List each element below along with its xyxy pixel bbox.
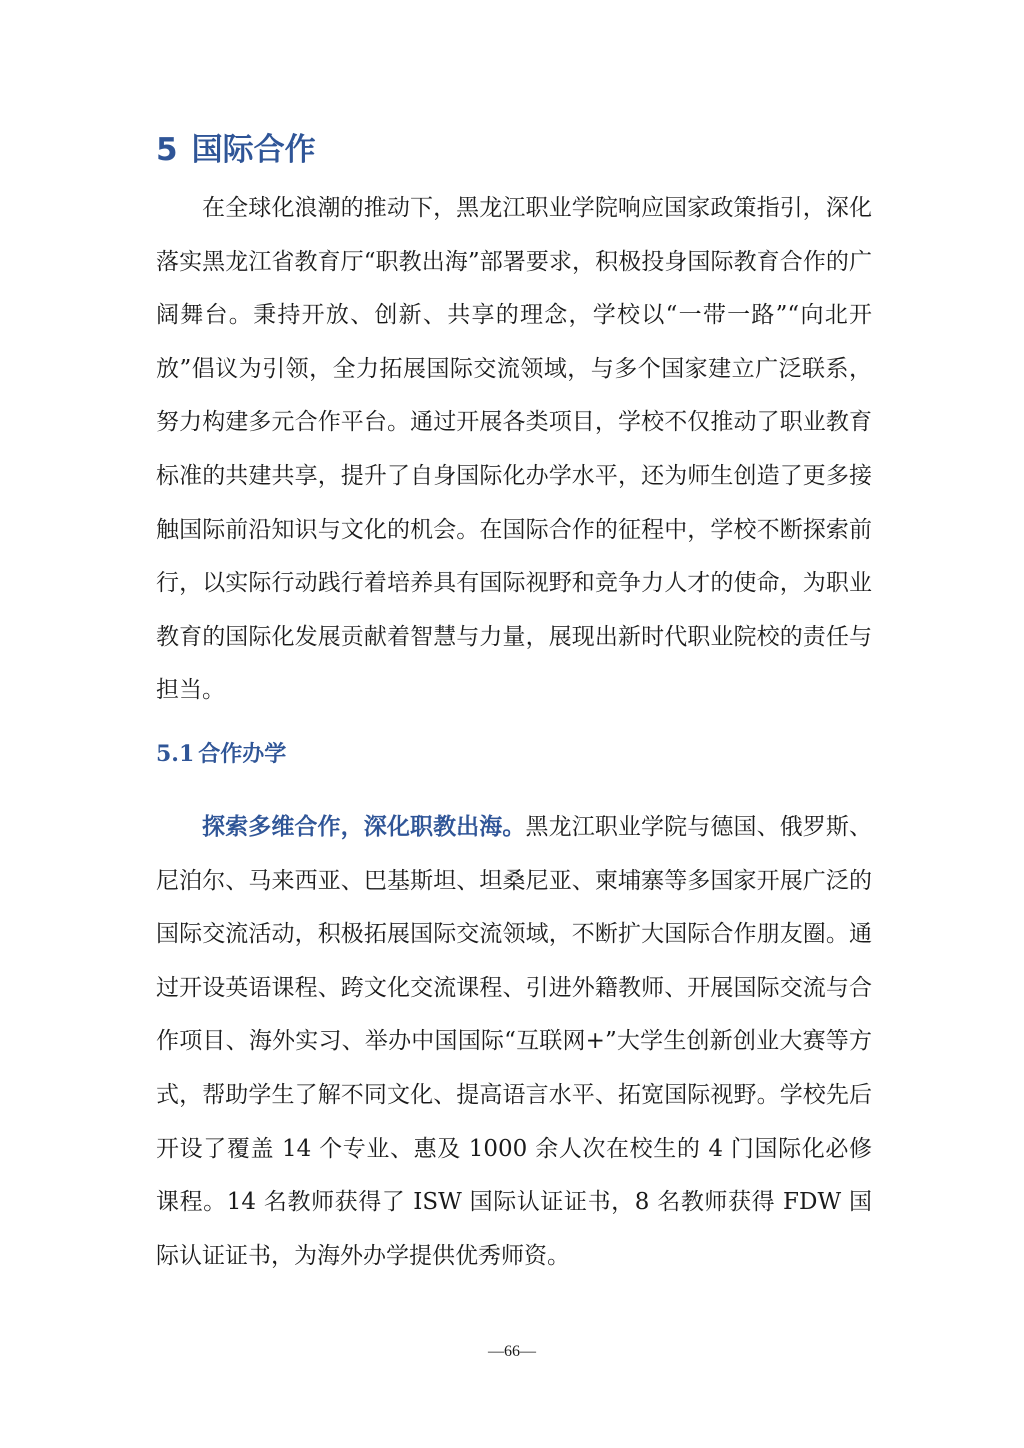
subsection-body-paragraph bbox=[156, 801, 872, 1283]
subsection-number: 5.1 bbox=[156, 741, 195, 767]
section-title: 国际合作 bbox=[191, 132, 316, 168]
page-number: —66— bbox=[488, 1343, 536, 1360]
section-intro-paragraph: 在全球化浪潮的推动下，黑龙江职业学院响应国家政策指引，深化落实黑龙江省教育厅“职教出海”部署要求，积极投身国际教育合作的广阔舞台。秉持开放、创新、共享的理念，学校以“一带一路”“向北开放”倡议为引领，全力拓展国际交流领域，与多个国家建立广泛联系，努力构建多元合作平台。通过开展各类项目，学校不仅推动了职业教育标准的共建共享，提升了自身国际化办学水平，还为师生创造了更多接触国际前沿知识与文化的机会。在国际合作的征程中，学校不断探索前行，以实际行动践行着培养具有国际视野和竞争力人才的使命，为职业教育的国际化发展贡献着智慧与力量，展现出新时代职业院校的责任与担当。 bbox=[156, 195, 872, 704]
subsection-title: 合作办学 bbox=[198, 742, 287, 767]
subsection-lead-sentence: 探索多维合作，深化职教出海。 bbox=[202, 814, 526, 840]
subsection-heading bbox=[156, 734, 286, 775]
section-number: 5 bbox=[156, 132, 178, 168]
section-heading bbox=[156, 128, 316, 172]
subsection-body-text: 黑龙江职业学院与德国、俄罗斯、尼泊尔、马来西亚、巴基斯坦、坦桑尼亚、柬埔寨等多国家开展广泛的国际交流活动，积极拓展国际交流领域，不断扩大国际合作朋友圈。通过开设英语课程、跨文化交流课程、引进外籍教师、开展国际交流与合作项目、海外实习、举办中国国际“互联网+”大学生创新创业大赛等方式，帮助学生了解不同文化、提高语言水平、拓宽国际视野。学校先后开设了覆盖 14 个专业、惠及 1000 余人次在校生的 4 门国际化必修课程。14 名教师获得了 ISW 国际认证证书，8 名教师获得 FDW 国际认证证书，为海外办学提供优秀师资。 bbox=[156, 814, 873, 1269]
